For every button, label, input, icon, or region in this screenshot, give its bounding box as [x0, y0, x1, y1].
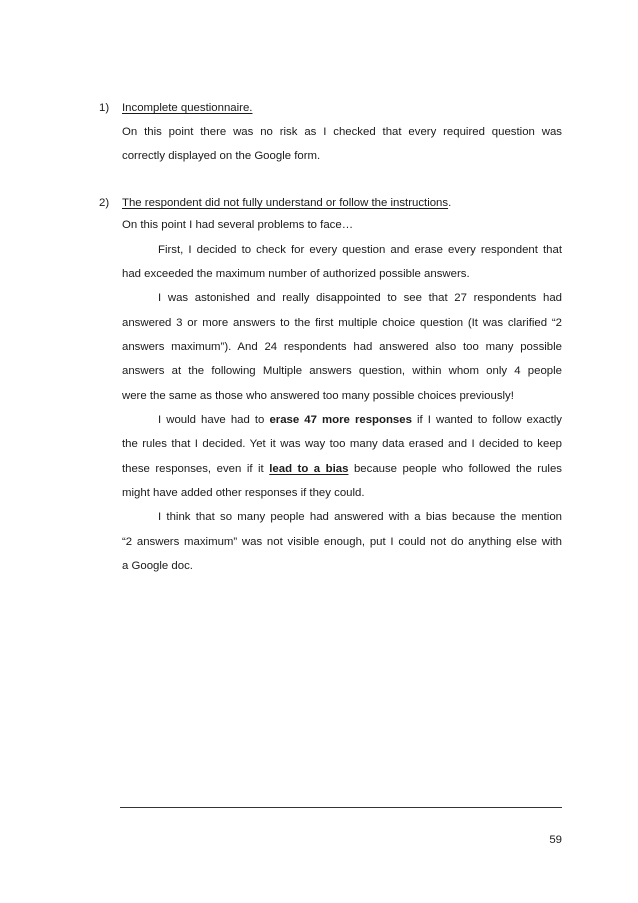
p3-bold-underlined-phrase: lead to a bias — [269, 463, 349, 475]
footer-rule — [120, 807, 562, 808]
p2-line-2: answered 3 or more answers to the first multiple choice question (It was clarified “2 — [122, 317, 562, 329]
p1-line-1: First, I decided to check for every question and erase every respondent that — [158, 244, 562, 256]
page-number: 59 — [549, 834, 562, 846]
p4-line-2: “2 answers maximum” was not visible enough, put I could not do anything else with — [122, 536, 562, 548]
p2-line-3: answers maximum”). And 24 respondents had answered also too many possible — [122, 341, 562, 353]
p3-line-2: the rules that I decided. Yet it was way too many data erased and I decided to keep — [122, 438, 562, 450]
item-1-heading: Incomplete questionnaire. — [122, 102, 253, 114]
p2-line-1: I was astonished and really disappointed to see that 27 respondents had — [158, 292, 562, 304]
p3-line-1 — [158, 413, 562, 427]
item-1-line-1: On this point there was no risk as I checked that every required question was — [122, 126, 562, 138]
p3-bold-phrase: erase 47 more responses — [269, 414, 412, 426]
p3-line-1-text-a: I would have had to — [158, 414, 270, 426]
item-2-intro: On this point I had several problems to face… — [122, 219, 354, 231]
item-2-heading-line — [122, 196, 451, 210]
item-1-line-2: correctly displayed on the Google form. — [122, 150, 321, 162]
p3-line-3-text-a: these responses, even if it — [122, 463, 270, 475]
p3-line-3 — [122, 462, 562, 476]
p4-line-3: a Google doc. — [122, 560, 193, 572]
p1-line-2: had exceeded the maximum number of authorized possible answers. — [122, 268, 470, 280]
item-2-heading-suffix: . — [448, 197, 452, 209]
p4-line-1: I think that so many people had answered with a bias because the mention — [158, 511, 562, 523]
p2-line-5: were the same as those who answered too many possible choices previously! — [122, 390, 514, 402]
p2-line-4: answers at the following Multiple answers question, within whom only 4 people — [122, 365, 562, 377]
p3-line-4: might have added other responses if they could. — [122, 487, 365, 499]
p3-line-1-text-b: if I wanted to follow exactly — [411, 414, 562, 426]
item-1-number: 1) — [99, 102, 110, 114]
p3-line-3-text-b: because people who followed the rules — [348, 463, 562, 475]
item-2-number: 2) — [99, 197, 110, 209]
item-2-heading: The respondent did not fully understand or follow the instructions — [122, 197, 449, 209]
